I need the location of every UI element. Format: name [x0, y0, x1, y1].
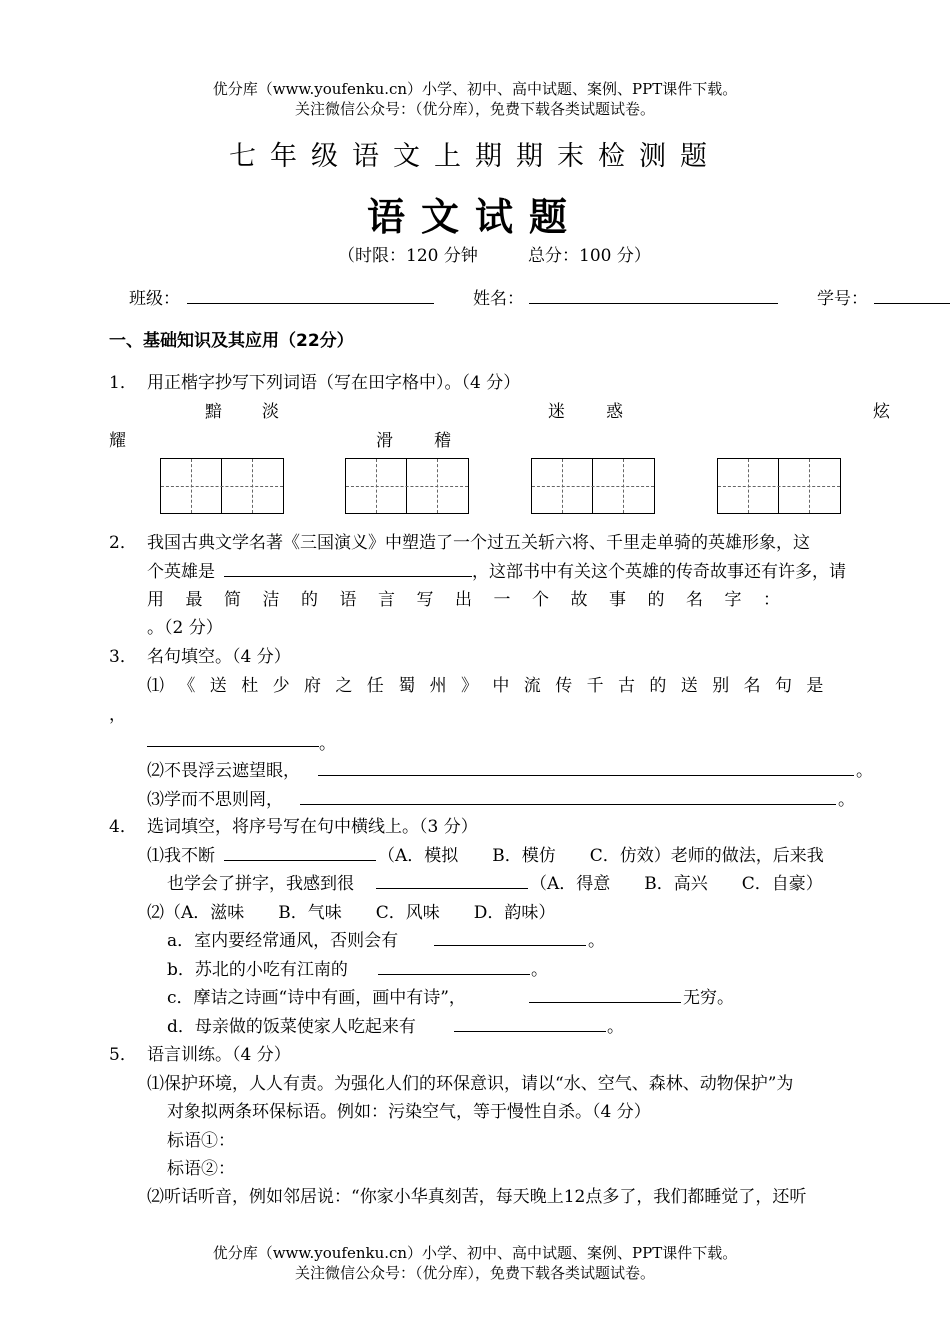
q4-b-end: 。 — [531, 960, 548, 980]
time-limit: （时限：120 分钟 — [338, 246, 478, 266]
exam-title: 七年级语文上期期末检测题 — [229, 141, 721, 172]
q2-line-3: 用最简洁的语言写出一个故事的名字： — [147, 590, 802, 610]
q5-number: 5． — [109, 1045, 137, 1065]
q3-text: 名句填空。（4 分） — [147, 647, 291, 667]
q3-item-1-end: 。 — [319, 734, 336, 754]
q4-number: 4． — [109, 817, 137, 837]
q1-word-char: 迷 — [548, 402, 565, 422]
q1-text: 用正楷字抄写下列词语（写在田字格中）。（4 分） — [147, 373, 521, 393]
total-score: 总分：100 分） — [528, 246, 651, 266]
q4-c-blank[interactable] — [529, 983, 681, 1003]
q1-number: 1． — [109, 373, 137, 393]
section-1-heading: 一、基础知识及其应用（22分） — [109, 331, 354, 351]
q3-item-1-blank[interactable] — [147, 727, 319, 747]
q4-item-1-blank-1[interactable] — [224, 841, 376, 861]
tianzige-box-3[interactable] — [531, 458, 655, 514]
q3-item-1-comma: ， — [109, 705, 126, 725]
class-label: 班级： — [129, 289, 180, 309]
q4-b-text: b．苏北的小吃有江南的 — [167, 960, 348, 980]
q5-text: 语言训练。（4 分） — [147, 1045, 291, 1065]
header-line-2: 关注微信公众号：（优分库），免费下载各类试题试卷。 — [294, 100, 655, 118]
subject-title: 语文试题 — [366, 194, 583, 239]
q4-d-end: 。 — [607, 1017, 624, 1037]
q5-item-2: ⑵听话听音，例如邻居说：“你家小华真刻苦，每天晚上12点多了，我们都睡觉了，还听 — [147, 1187, 807, 1207]
footer-line-1: 优分库（www.youfenku.cn）小学、初中、高中试题、案例、PPT课件下载。 — [212, 1244, 738, 1262]
q3-item-2-end: 。 — [856, 761, 873, 781]
q4-item-1d: （A．得意 B．高兴 C．自豪） — [530, 874, 823, 894]
q4-a-text: a．室内要经常通风，否则会有 — [167, 931, 399, 951]
q5-slogan-2[interactable]: 标语②： — [167, 1159, 235, 1179]
q5-item-1b: 对象拟两条环保标语。例如：污染空气，等于慢性自杀。（4 分） — [167, 1102, 651, 1122]
q3-item-2: ⑵不畏浮云遮望眼， — [147, 761, 300, 781]
q2-line-2a: 个英雄是 — [147, 562, 215, 582]
q1-word-char: 滑 — [376, 431, 393, 451]
q4-item-1a: ⑴我不断 — [147, 846, 215, 866]
q2-line-2b: ，这部书中有关这个英雄的传奇故事还有许多，请 — [472, 562, 846, 582]
q5-slogan-1[interactable]: 标语①： — [167, 1131, 235, 1151]
q1-word-char: 炫 — [873, 402, 890, 422]
q1-word-char: 耀 — [109, 431, 126, 451]
number-blank[interactable] — [874, 284, 950, 304]
q4-c-end: 无穷。 — [683, 988, 734, 1008]
q5-item-1a: ⑴保护环境，人人有责。为强化人们的环保意识，请以“水、空气、森林、动物保护”为 — [147, 1074, 794, 1094]
q4-a-end: 。 — [588, 931, 605, 951]
q4-a-blank[interactable] — [434, 926, 586, 946]
tianzige-box-1[interactable] — [160, 458, 284, 514]
q3-item-3-blank[interactable] — [300, 785, 836, 805]
q4-d-blank[interactable] — [454, 1012, 606, 1032]
tianzige-box-2[interactable] — [345, 458, 469, 514]
q4-item-1c: 也学会了拼字，我感到很 — [167, 874, 354, 894]
q1-word-char: 惑 — [606, 402, 623, 422]
q3-number: 3． — [109, 647, 137, 667]
q4-d-text: d．母亲做的饭菜使家人吃起来有 — [167, 1017, 416, 1037]
number-label: 学号： — [817, 289, 868, 309]
q1-word-char: 黯 — [205, 402, 222, 422]
q3-item-2-blank[interactable] — [318, 756, 854, 776]
q4-item-2: ⑵（A．滋味 B．气味 C．风味 D．韵味） — [147, 903, 556, 923]
q4-b-blank[interactable] — [378, 955, 530, 975]
name-label: 姓名： — [473, 289, 524, 309]
q2-number: 2． — [109, 533, 137, 553]
q1-word-char: 稽 — [434, 431, 451, 451]
q3-item-3-end: 。 — [838, 790, 855, 810]
name-blank[interactable] — [529, 284, 778, 304]
q2-line-1: 我国古典文学名著《三国演义》中塑造了一个过五关斩六将、千里走单骑的英雄形象，这 — [147, 533, 810, 553]
class-blank[interactable] — [187, 284, 434, 304]
footer-line-2: 关注微信公众号：（优分库），免费下载各类试题试卷。 — [294, 1264, 655, 1282]
q3-item-1: ⑴《送杜少府之任蜀州》中流传千古的送别名句是 — [147, 676, 838, 696]
q1-word-char: 淡 — [262, 402, 279, 422]
q4-c-text: c．摩诘之诗画“诗中有画，画中有诗”， — [167, 988, 466, 1008]
q2-hero-blank[interactable] — [224, 557, 472, 577]
tianzige-box-4[interactable] — [717, 458, 841, 514]
q2-line-4: 。（2 分） — [147, 618, 223, 638]
header-line-1: 优分库（www.youfenku.cn）小学、初中、高中试题、案例、PPT课件下载。 — [212, 80, 738, 98]
q4-item-1b: （A．模拟 B．模仿 C．仿效）老师的做法，后来我 — [378, 846, 824, 866]
q3-item-3: ⑶学而不思则罔， — [147, 790, 283, 810]
q4-text: 选词填空，将序号写在句中横线上。（3 分） — [147, 817, 478, 837]
q4-item-1-blank-2[interactable] — [376, 869, 528, 889]
